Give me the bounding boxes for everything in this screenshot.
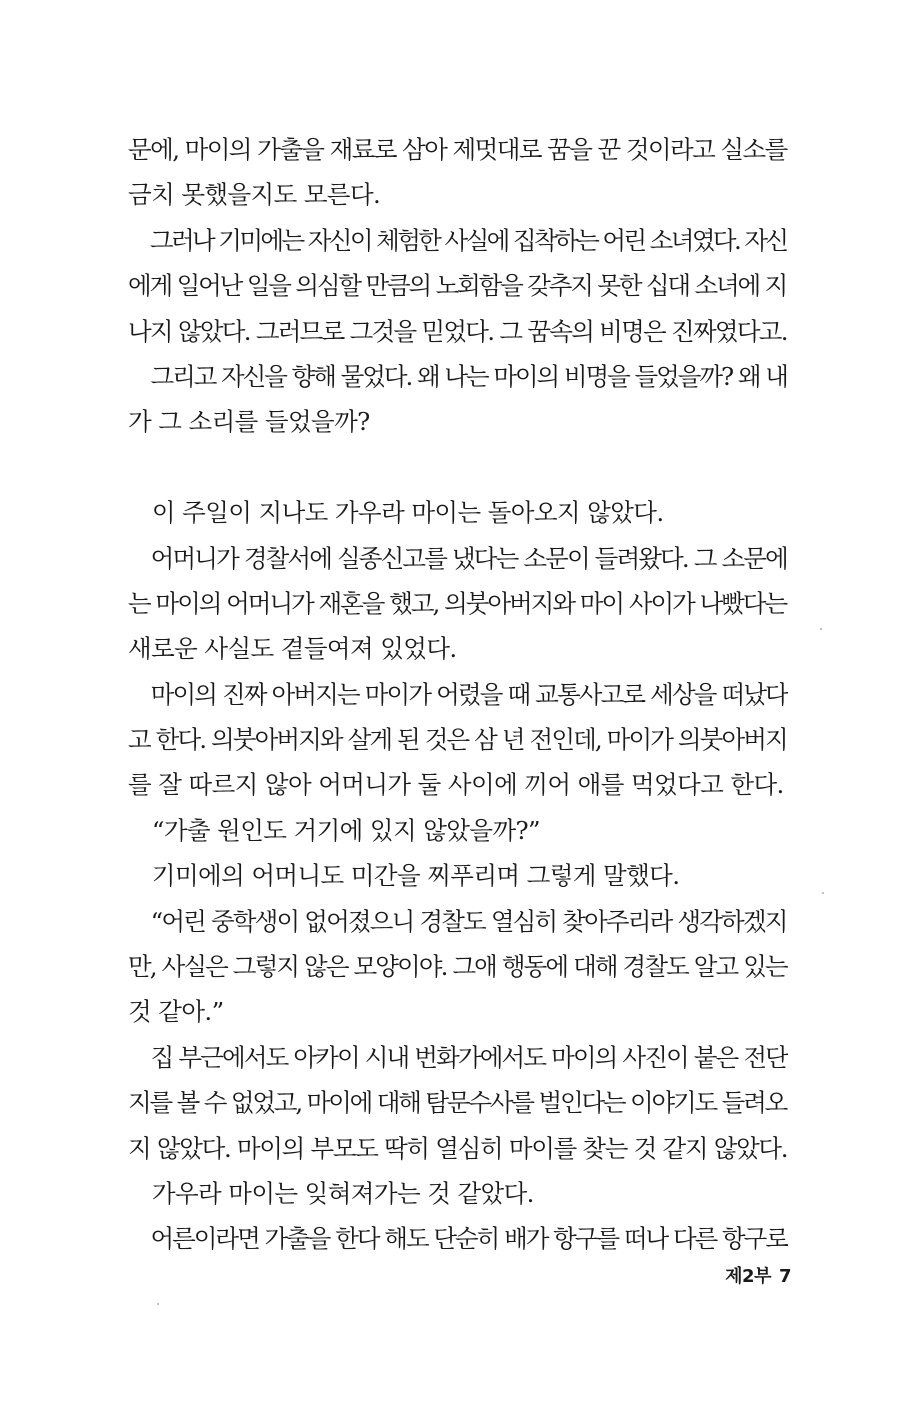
text-line: 기미에의 어머니도 미간을 찌푸리며 그렇게 말했다.: [128, 861, 680, 891]
text-line: 이 주일이 지나도 가우라 마이는 돌아오지 않았다.: [128, 498, 664, 528]
text-line: 지를 볼 수 없었고, 마이에 대해 탐문수사를 벌인다는 이야기도 들려오: [128, 1088, 787, 1118]
text-line: 마이의 진짜 아버지는 마이가 어렸을 때 교통사고로 세상을 떠났다: [128, 679, 787, 709]
text-line: “가출 원인도 거기에 있지 않았을까?”: [128, 815, 540, 845]
text-line: 어머니가 경찰서에 실종신고를 냈다는 소문이 들려왔다. 그 소문에: [128, 543, 787, 573]
text-line: 문에, 마이의 가출을 재료로 삼아 제멋대로 꿈을 꾼 것이라고 실소를: [128, 135, 787, 164]
text-line: 새로운 사실도 곁들여져 있었다.: [128, 634, 457, 664]
folio-page-number: 7: [778, 1266, 791, 1287]
text-line: 금치 못했을지도 모른다.: [128, 180, 381, 210]
text-line: 고 한다. 의붓아버지와 살게 된 것은 삼 년 전인데, 마이가 의붓아버지: [128, 725, 787, 755]
folio-part-label: 제2부: [725, 1266, 771, 1287]
text-line: [128, 445, 788, 490]
text-line: 만, 사실은 그렇지 않은 모양이야. 그애 행동에 대해 경찰도 알고 있는: [128, 952, 787, 982]
text-line: 어른이라면 가출을 한다 해도 단순히 배가 항구를 떠나 다른 항구로: [128, 1224, 787, 1254]
text-line: 지 않았다. 마이의 부모도 딱히 열심히 마이를 찾는 것 같지 않았다.: [128, 1133, 788, 1163]
body-text: [128, 127, 788, 1262]
text-line: “어린 중학생이 없어졌으니 경찰도 열심히 찾아주리라 생각하겠지: [128, 906, 787, 936]
text-line: 그리고 자신을 향해 물었다. 왜 나는 마이의 비명을 들었을까? 왜 내: [128, 361, 787, 391]
text-line: 는 마이의 어머니가 재혼을 했고, 의붓아버지와 마이 사이가 나빴다는: [128, 588, 787, 618]
text-line: 가 그 소리를 들었을까?: [128, 407, 370, 437]
text-line: 에게 일어난 일을 의심할 만큼의 노회함을 갖추지 못한 십대 소녀에 지: [128, 271, 787, 301]
paper-speck: [157, 1303, 159, 1305]
text-line: 그러나 기미에는 자신이 체험한 사실에 집착하는 어린 소녀였다. 자신: [128, 225, 787, 255]
text-line: 집 부근에서도 아카이 시내 번화가에서도 마이의 사진이 붙은 전단: [128, 1042, 787, 1072]
page-folio: [725, 1262, 791, 1288]
text-line: 가우라 마이는 잊혀져가는 것 같았다.: [128, 1178, 534, 1208]
paper-speck: [820, 628, 822, 630]
paper-speck: [822, 892, 824, 894]
text-line: 나지 않았다. 그러므로 그것을 믿었다. 그 꿈속의 비명은 진짜였다고.: [128, 316, 787, 346]
text-line: 것 같아.”: [128, 997, 224, 1027]
text-line: 를 잘 따르지 않아 어머니가 둘 사이에 끼어 애를 먹었다고 한다.: [128, 770, 784, 800]
